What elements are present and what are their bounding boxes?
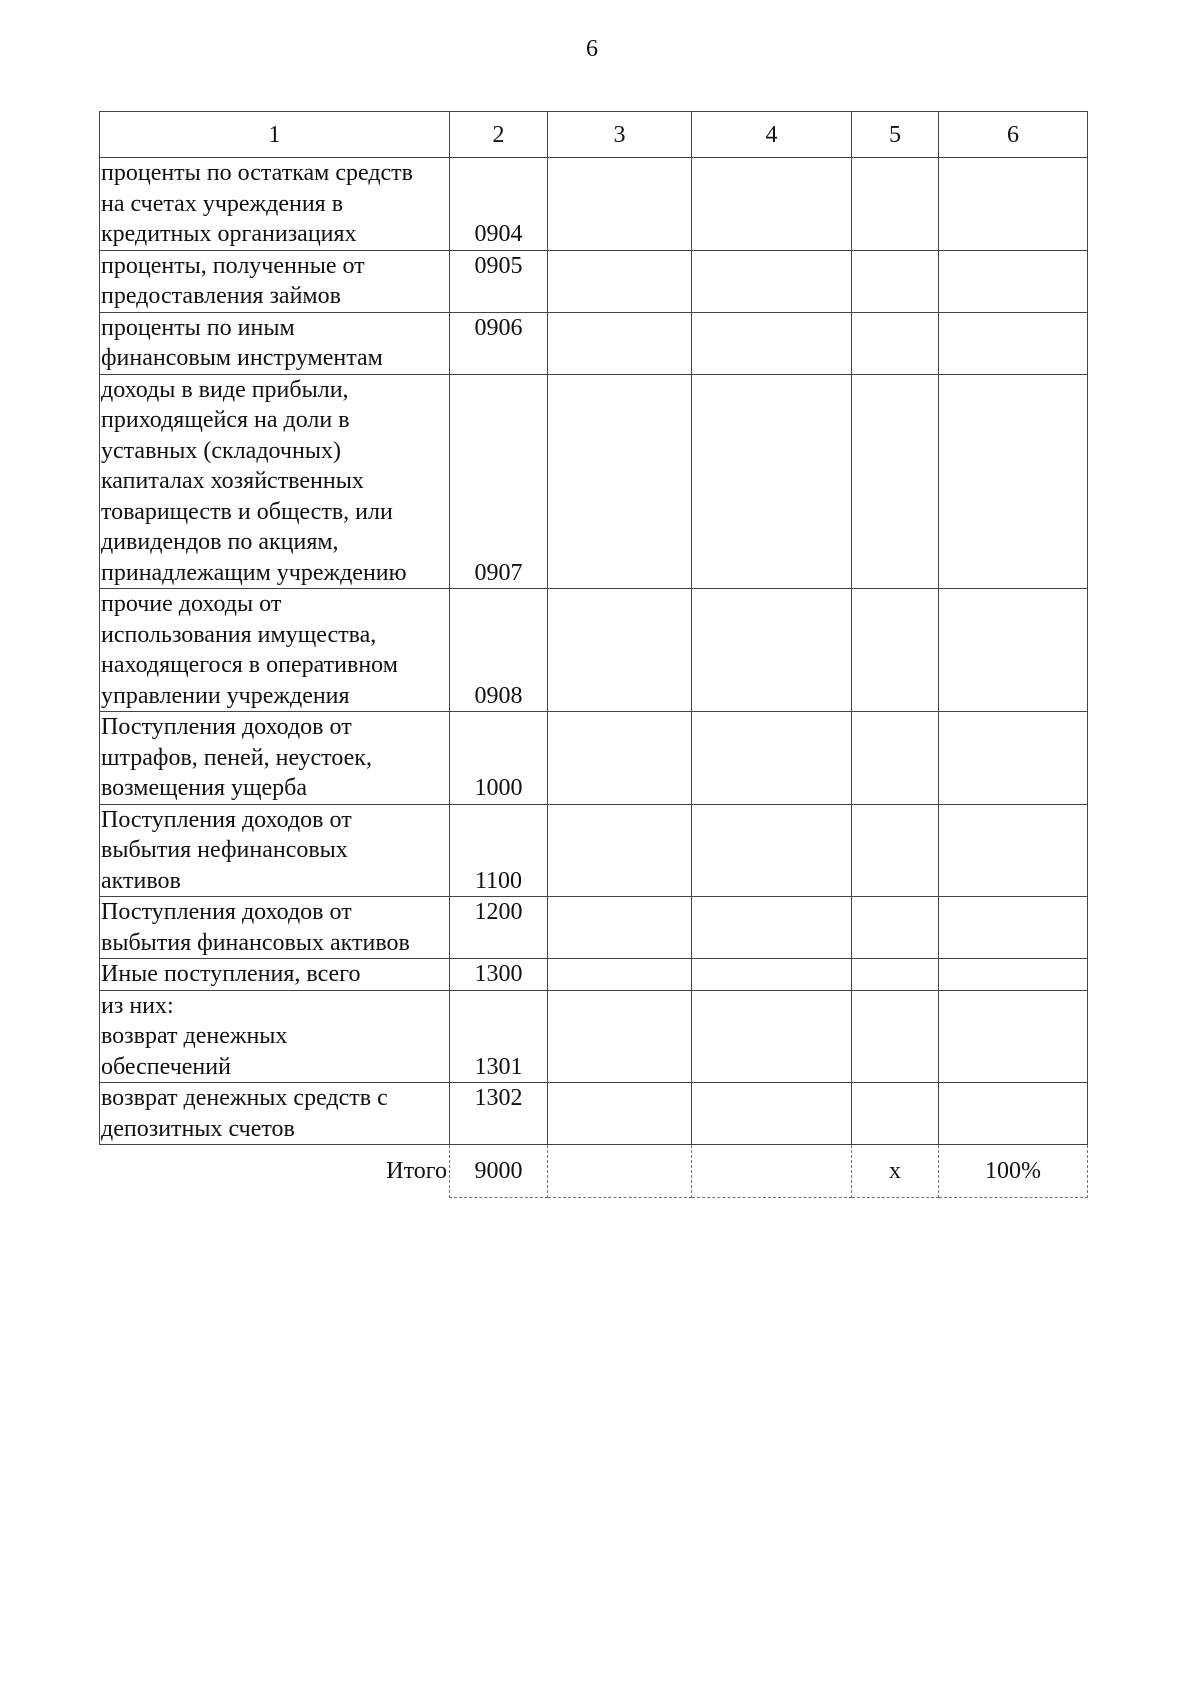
empty-cell-col5	[852, 990, 939, 1083]
row-code: 0907	[450, 374, 548, 589]
row-label-line: капиталах хозяйственных	[101, 468, 364, 494]
empty-cell-col3	[548, 158, 692, 251]
total-col3	[548, 1145, 692, 1198]
total-row	[100, 1145, 1088, 1198]
empty-cell-col6	[939, 158, 1088, 251]
row-label	[100, 1083, 450, 1145]
table-row	[100, 1083, 1088, 1145]
row-label-line: Поступления доходов от	[101, 899, 352, 925]
empty-cell-col4	[692, 158, 852, 251]
header-cell: 4	[692, 112, 852, 158]
table-row	[100, 959, 1088, 991]
empty-cell-col3	[548, 990, 692, 1083]
row-label	[100, 589, 450, 712]
header-cell: 5	[852, 112, 939, 158]
empty-cell-col4	[692, 897, 852, 959]
row-code: 1200	[450, 897, 548, 959]
row-label-line: использования имущества,	[101, 621, 377, 648]
empty-cell-col5	[852, 250, 939, 312]
empty-cell-col5	[852, 1083, 939, 1145]
table-row	[100, 589, 1088, 712]
row-label	[100, 897, 450, 959]
row-label-line: Поступления доходов от	[101, 714, 352, 740]
empty-cell-col4	[692, 589, 852, 712]
row-label-line: проценты, полученные от	[101, 252, 365, 279]
row-label-line: активов	[101, 867, 181, 894]
empty-cell-col4	[692, 1083, 852, 1145]
row-label-line: проценты по остаткам средств	[101, 160, 413, 186]
row-label-line: возврат денежных	[101, 1023, 288, 1049]
page-number: 6	[586, 36, 598, 62]
row-label-line: прочие доходы от	[101, 591, 282, 617]
total-col5: x	[852, 1145, 939, 1198]
row-label-line: выбытия нефинансовых	[101, 837, 348, 863]
empty-cell-col3	[548, 374, 692, 589]
row-label-line: финансовым инструментам	[101, 345, 383, 371]
row-code: 0906	[450, 312, 548, 374]
header-cell: 6	[939, 112, 1088, 158]
empty-cell-col4	[692, 374, 852, 589]
table-row	[100, 312, 1088, 374]
empty-cell-col6	[939, 1083, 1088, 1145]
empty-cell-col3	[548, 250, 692, 312]
row-label-line: из них:	[101, 992, 174, 1019]
empty-cell-col6	[939, 804, 1088, 897]
table-row	[100, 897, 1088, 959]
row-label-line: уставных (складочных)	[101, 437, 341, 464]
empty-cell-col3	[548, 1083, 692, 1145]
row-label-line: приходящейся на доли в	[101, 407, 350, 433]
empty-cell-col5	[852, 712, 939, 805]
row-label-line: предоставления займов	[101, 283, 341, 309]
empty-cell-col6	[939, 959, 1088, 991]
empty-cell-col6	[939, 312, 1088, 374]
empty-cell-col5	[852, 897, 939, 959]
empty-cell-col3	[548, 312, 692, 374]
row-label-line: проценты по иным	[101, 314, 295, 341]
row-label-line: обеспечений	[101, 1053, 231, 1080]
empty-cell-col3	[548, 804, 692, 897]
empty-cell-col4	[692, 990, 852, 1083]
row-code: 1300	[450, 959, 548, 991]
total-label: Итого	[386, 1158, 447, 1184]
row-label-line: штрафов, пеней, неустоек,	[101, 744, 372, 771]
row-label-line: принадлежащим учреждению	[101, 559, 407, 586]
empty-cell-col4	[692, 712, 852, 805]
empty-cell-col4	[692, 250, 852, 312]
row-code: 1301	[450, 990, 548, 1083]
empty-cell-col6	[939, 250, 1088, 312]
row-label-line: возврат денежных средств с	[101, 1085, 388, 1111]
total-col6: 100%	[939, 1145, 1088, 1198]
empty-cell-col3	[548, 897, 692, 959]
row-label-line: доходы в виде прибыли,	[101, 376, 349, 403]
row-label	[100, 990, 450, 1083]
empty-cell-col5	[852, 312, 939, 374]
empty-cell-col5	[852, 589, 939, 712]
row-label	[100, 804, 450, 897]
empty-cell-col6	[939, 589, 1088, 712]
row-label	[100, 158, 450, 251]
row-label-line: возмещения ущерба	[101, 775, 308, 801]
table-row	[100, 374, 1088, 589]
empty-cell-col5	[852, 959, 939, 991]
header-cell: 3	[548, 112, 692, 158]
empty-cell-col3	[548, 589, 692, 712]
total-col4	[692, 1145, 852, 1198]
row-code: 0905	[450, 250, 548, 312]
empty-cell-col4	[692, 804, 852, 897]
row-label-line: депозитных счетов	[101, 1115, 295, 1142]
empty-cell-col6	[939, 712, 1088, 805]
table-row	[100, 250, 1088, 312]
table-header-row	[100, 112, 1088, 158]
row-label	[100, 312, 450, 374]
income-table	[99, 111, 1088, 1198]
empty-cell-col3	[548, 959, 692, 991]
row-label-line: находящегося в оперативном	[101, 652, 398, 678]
empty-cell-col5	[852, 804, 939, 897]
row-label	[100, 959, 450, 991]
empty-cell-col6	[939, 374, 1088, 589]
empty-cell-col3	[548, 712, 692, 805]
row-code: 0904	[450, 158, 548, 251]
row-label-line: выбытия финансовых активов	[101, 929, 410, 956]
empty-cell-col5	[852, 158, 939, 251]
row-label-line: управлении учреждения	[101, 682, 350, 709]
empty-cell-col6	[939, 897, 1088, 959]
table-row	[100, 158, 1088, 251]
header-cell: 1	[100, 112, 450, 158]
header-cell: 2	[450, 112, 548, 158]
total-code: 9000	[450, 1145, 548, 1198]
table-row	[100, 990, 1088, 1083]
row-label-line: кредитных организациях	[101, 221, 357, 247]
table-row	[100, 712, 1088, 805]
row-label-line: Иные поступления, всего	[101, 961, 361, 987]
row-label-line: дивидендов по акциям,	[101, 529, 339, 555]
row-code: 1100	[450, 804, 548, 897]
row-code: 1302	[450, 1083, 548, 1145]
empty-cell-col4	[692, 312, 852, 374]
empty-cell-col5	[852, 374, 939, 589]
row-label-line: товариществ и обществ, или	[101, 498, 393, 525]
row-code: 1000	[450, 712, 548, 805]
row-label-line: Поступления доходов от	[101, 806, 352, 833]
row-label-line: на счетах учреждения в	[101, 190, 344, 217]
row-label	[100, 374, 450, 589]
row-label	[100, 712, 450, 805]
row-label	[100, 250, 450, 312]
empty-cell-col4	[692, 959, 852, 991]
table-row	[100, 804, 1088, 897]
row-code: 0908	[450, 589, 548, 712]
empty-cell-col6	[939, 990, 1088, 1083]
